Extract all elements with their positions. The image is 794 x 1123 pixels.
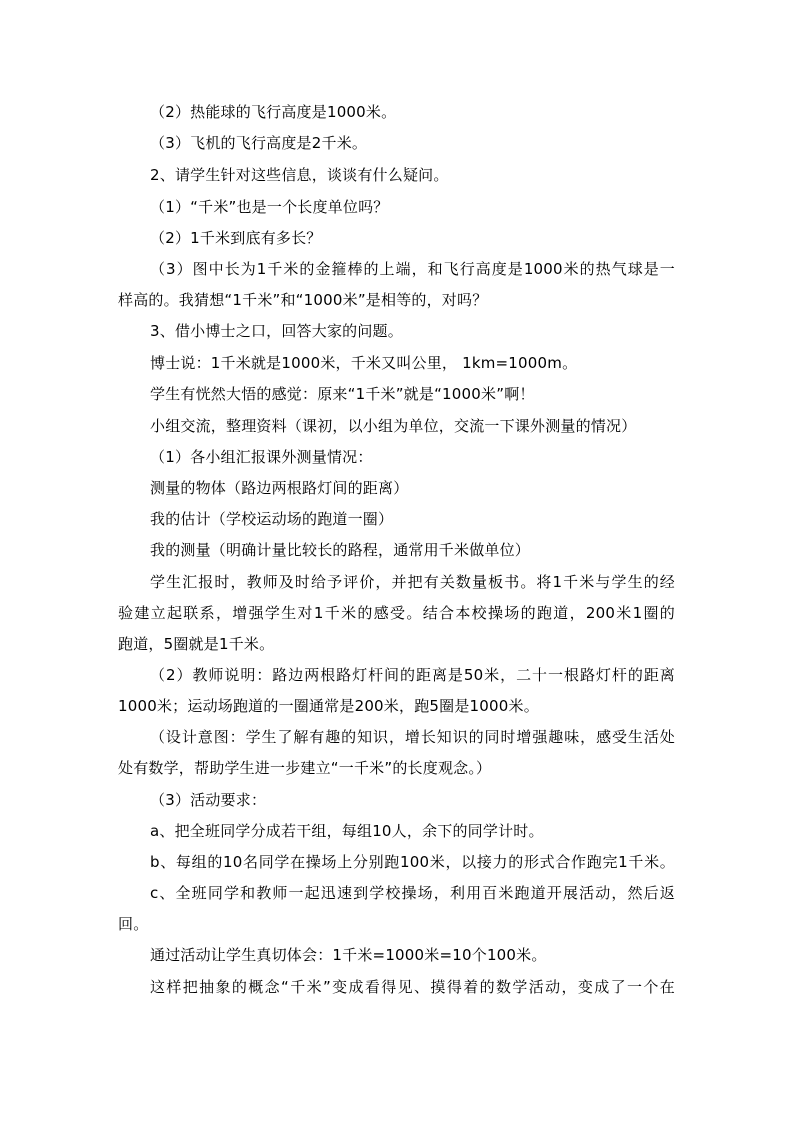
text-line: 这样把抽象的概念“千米”变成看得见、摸得着的数学活动，变成了一个在 bbox=[150, 978, 675, 996]
text-line: （设计意图：学生了解有趣的知识，增长知识的同时增强趣味，感受生活处 bbox=[150, 728, 675, 746]
text-line: c、全班同学和教师一起迅速到学校操场，利用百米跑道开展活动，然后返 bbox=[150, 884, 675, 902]
text-line: 小组交流，整理资料（课初，以小组为单位，交流一下课外测量的情况） bbox=[150, 417, 637, 435]
text-line: 3、借小博士之口，回答大家的问题。 bbox=[150, 322, 403, 340]
text-line: （1）各小组汇报课外测量情况： bbox=[150, 448, 373, 466]
text-line: 博士说：1千米就是1000米，千米又叫公里， 1km=1000m。 bbox=[150, 354, 578, 372]
text-line: 样高的。我猜想“1千米”和“1000米”是相等的，对吗？ bbox=[118, 291, 488, 309]
text-line: b、每组的10名同学在操场上分别跑100米，以接力的形式合作跑完1千米。 bbox=[150, 853, 675, 871]
text-line: （2）热能球的飞行高度是1000米。 bbox=[150, 103, 397, 121]
text-line: 通过活动让学生真切体会：1千米=1000米=10个100米。 bbox=[150, 946, 547, 964]
text-line: 学生有恍然大悟的感觉：原来“1千米”就是“1000米”啊！ bbox=[150, 385, 535, 403]
text-line: 验建立起联系，增强学生对1千米的感受。结合本校操场的跑道，200米1圈的 bbox=[118, 604, 675, 622]
text-line: （3）飞机的飞行高度是2千米。 bbox=[150, 134, 368, 152]
text-line: 测量的物体（路边两根路灯间的距离） bbox=[150, 479, 409, 497]
text-line: 处有数学，帮助学生进一步建立“一千米”的长度观念。） bbox=[118, 759, 492, 777]
text-line: （2）1千米到底有多长？ bbox=[150, 229, 322, 247]
text-line: 跑道，5圈就是1千米。 bbox=[118, 635, 275, 653]
text-line: 回。 bbox=[118, 915, 149, 933]
text-line: （3）图中长为1千米的金箍棒的上端，和飞行高度是1000米的热气球是一 bbox=[150, 260, 675, 278]
text-line: a、把全班同学分成若干组，每组10人，余下的同学计时。 bbox=[150, 822, 544, 840]
text-line: 1000米；运动场跑道的一圈通常是200米，跑5圈是1000米。 bbox=[118, 697, 539, 715]
text-line: 学生汇报时，教师及时给予评价，并把有关数量板书。将1千米与学生的经 bbox=[150, 573, 675, 591]
text-line: （3）活动要求： bbox=[150, 791, 267, 809]
text-line: （1）“千米”也是一个长度单位吗？ bbox=[150, 198, 389, 216]
text-line: 2、请学生针对这些信息，谈谈有什么疑问。 bbox=[150, 166, 449, 184]
text-line: 我的估计（学校运动场的跑道一圈） bbox=[150, 510, 394, 528]
text-line: 我的测量（明确计量比较长的路程，通常用千米做单位） bbox=[150, 541, 531, 559]
text-line: （2）教师说明：路边两根路灯杆间的距离是50米，二十一根路灯杆的距离 bbox=[150, 666, 675, 684]
